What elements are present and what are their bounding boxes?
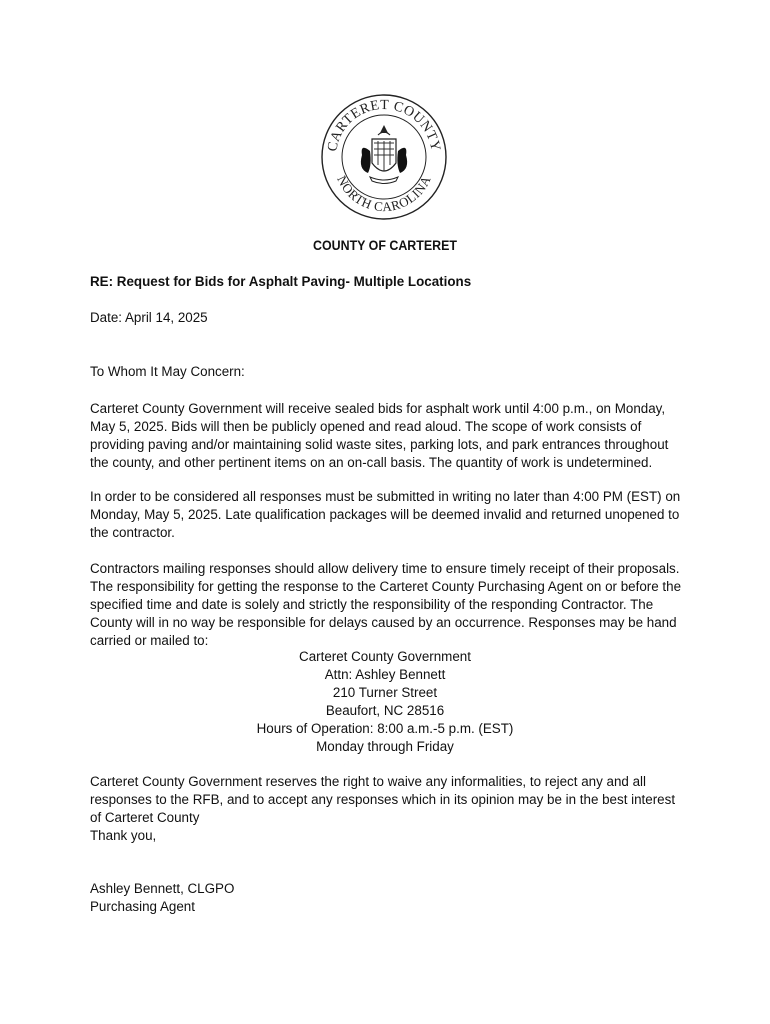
address-line-5: Hours of Operation: 8:00 a.m.-5 p.m. (EST): [256, 721, 514, 736]
subject-line: RE: Request for Bids for Asphalt Paving- Multiple Locations: [90, 274, 472, 289]
address-line-4: Beaufort, NC 28516: [325, 703, 445, 718]
county-seal-logo: [320, 93, 448, 221]
address-line-6: Monday through Friday: [316, 739, 454, 754]
salutation: To Whom It May Concern:: [90, 364, 245, 379]
date-line: Date: April 14, 2025: [90, 310, 208, 325]
paragraph-bid-intro: Carteret County Government will receive sealed bids for asphalt work until 4:00 p.m., on Monday, May 5, 2025. Bids will then be publicly opened and read aloud. The scope of work consists of providing paving and/or maintaining solid waste sites, parking lots, and park entrances throughout the county, and other pertinent items on an on-call basis. The quantity of work is undetermined.: [90, 401, 669, 470]
address-line-2: Attn: Ashley Bennett: [324, 667, 446, 682]
seal-top-text: CARTERET COUNTY: [325, 97, 443, 153]
signer-title: Purchasing Agent: [90, 899, 195, 914]
seal-crest-icon: [361, 125, 407, 184]
signer-name: Ashley Bennett, CLGPO: [90, 881, 235, 896]
closing: Thank you,: [90, 828, 157, 843]
seal-bottom-text: NORTH CAROLINA: [334, 173, 434, 215]
paragraph-reservation-of-rights: Carteret County Government reserves the right to waive any informalities, to reject any and all responses to the RFB, and to accept any responses which in its opinion may be in the best interest of Carteret County: [90, 774, 676, 825]
paragraph-submission-deadline: In order to be considered all responses must be submitted in writing no later than 4:00 PM (EST) on Monday, May 5, 2025. Late qualification packages will be deemed invalid and returned unopened to the contractor.: [90, 489, 681, 540]
mailing-address-block: [0, 648, 770, 756]
paragraph-mailing-instructions: Contractors mailing responses should allow delivery time to ensure timely receipt of their proposals. The responsibility for getting the response to the Carteret County Purchasing Agent on or before the specified time and date is solely and strictly the responsibility of the responding Contractor. The County will in no way be responsible for delays caused by an occurrence. Responses may be hand carried or mailed to:: [90, 561, 682, 648]
address-line-3: 210 Turner Street: [332, 685, 438, 700]
document-heading: COUNTY OF CARTERET: [312, 238, 457, 253]
address-line-1: Carteret County Government: [299, 649, 471, 664]
